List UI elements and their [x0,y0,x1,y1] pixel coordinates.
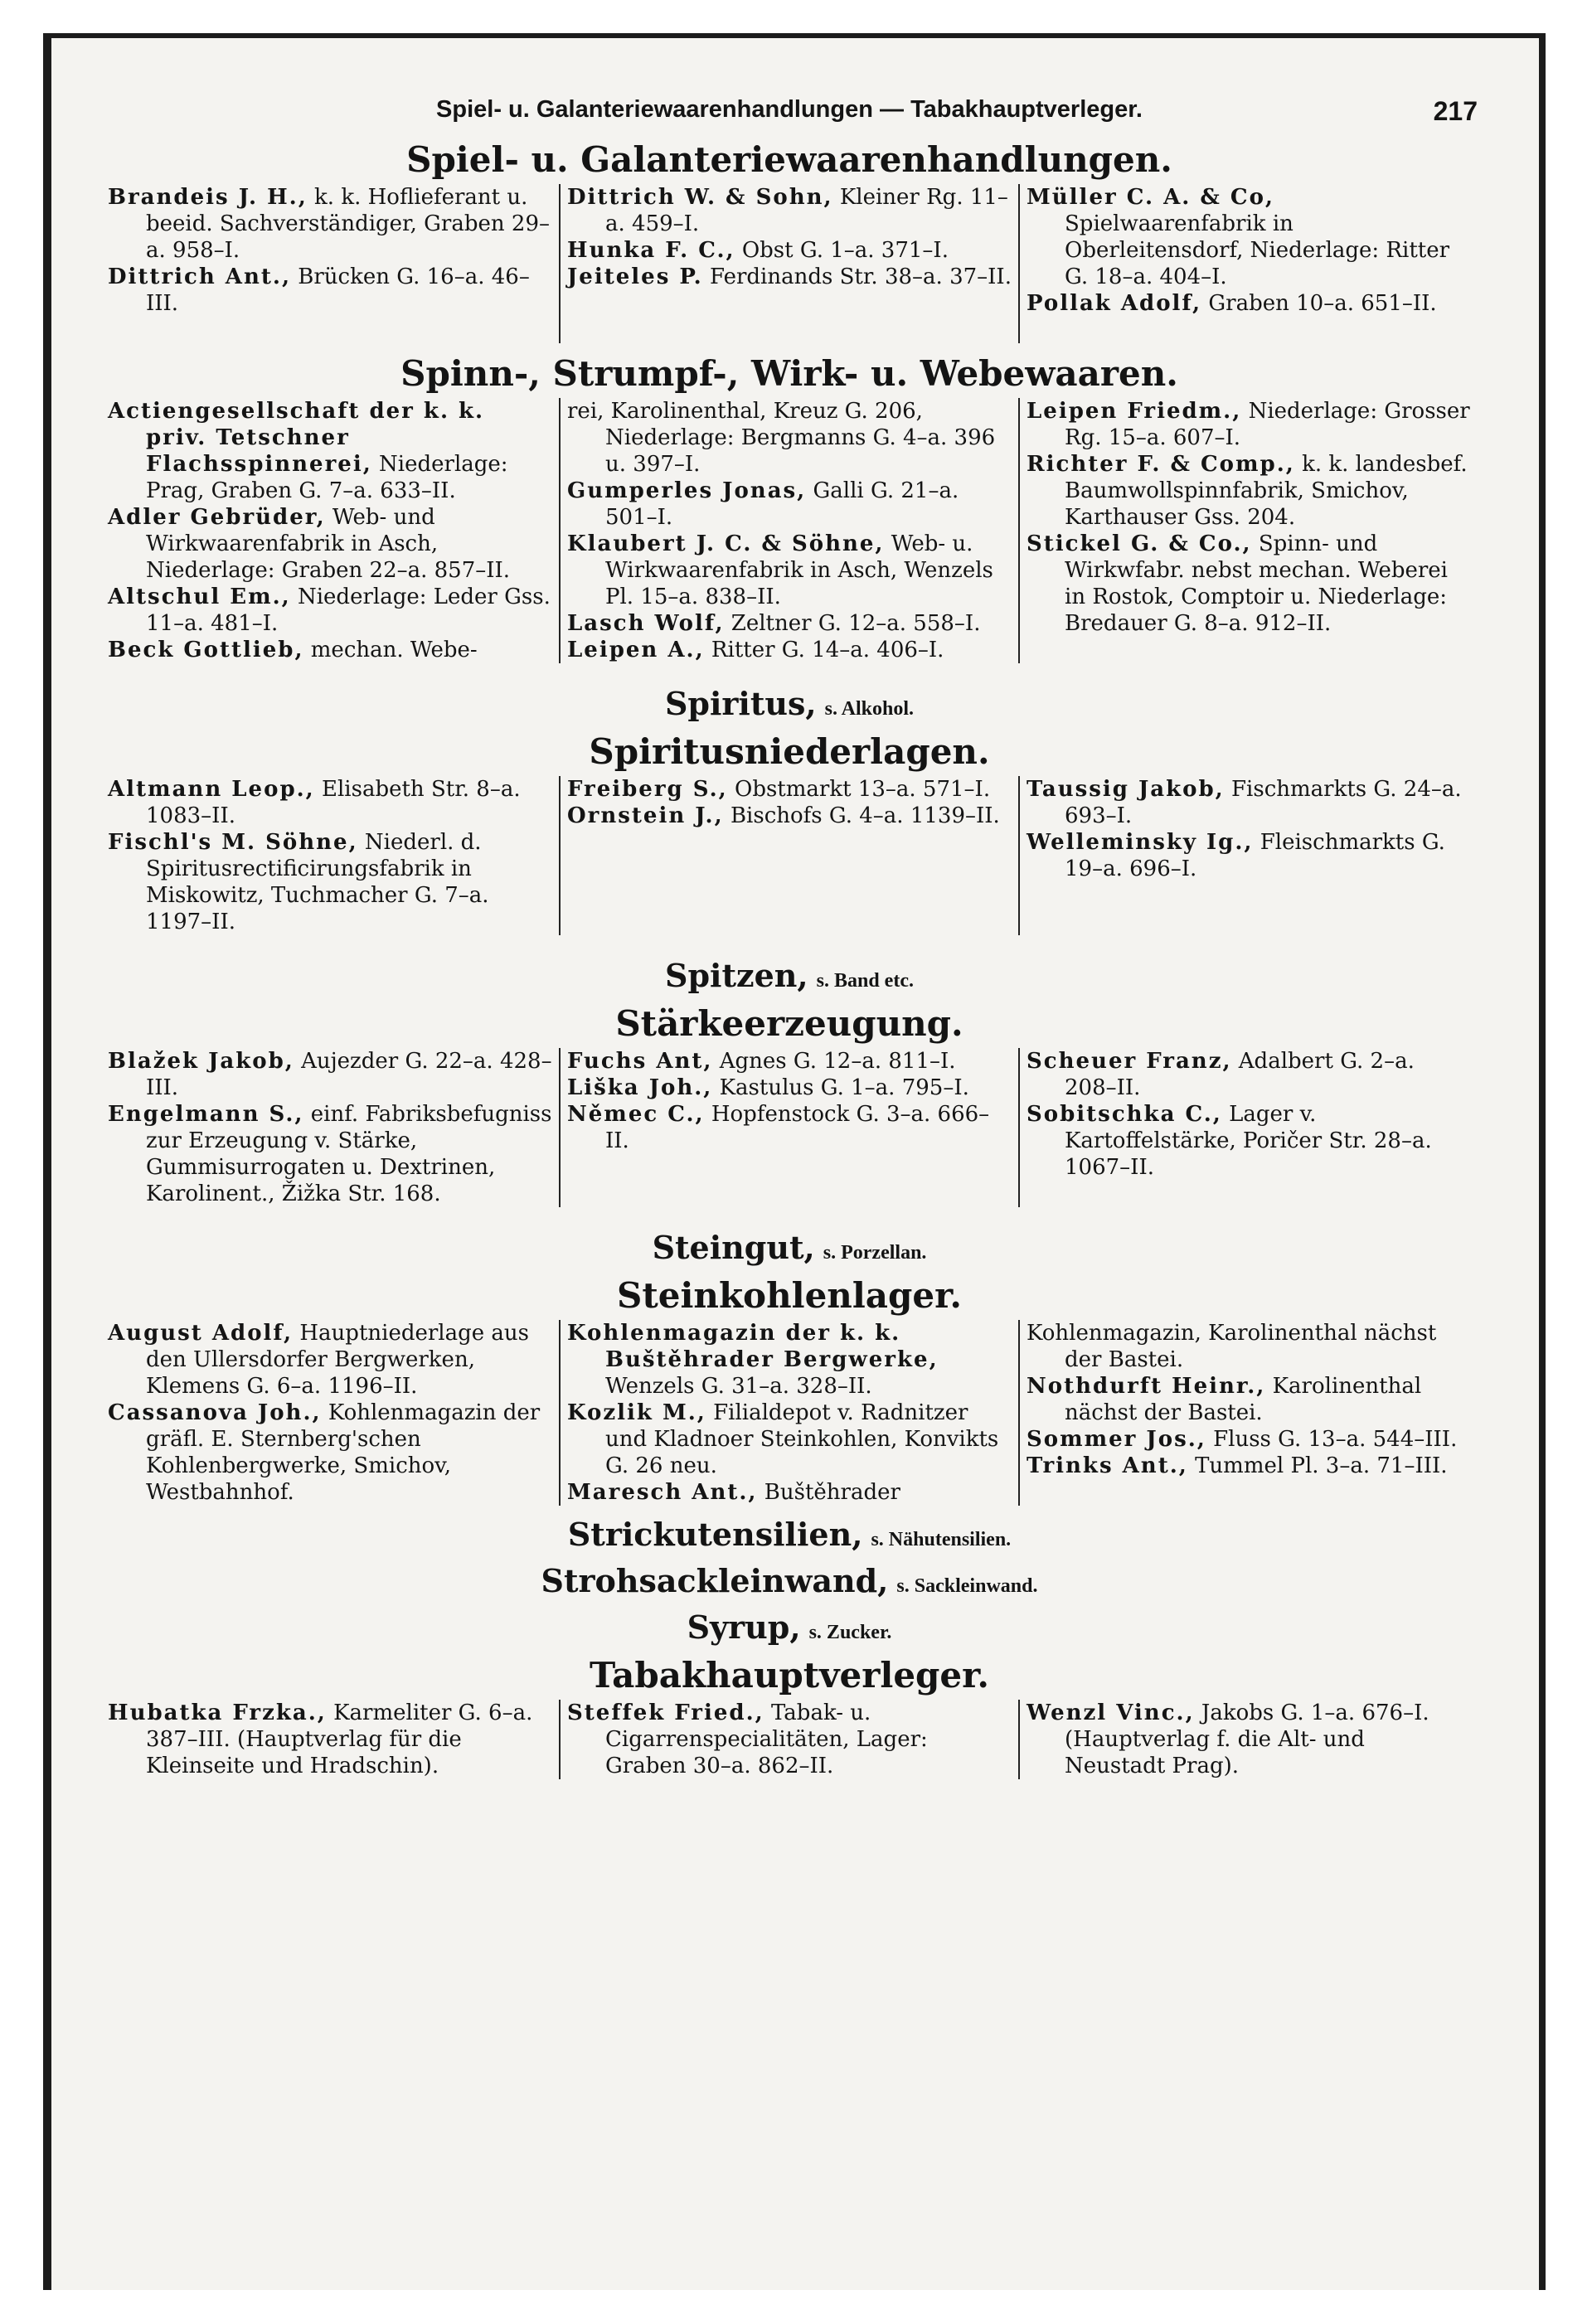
cross-reference [101,687,1478,721]
column-2 [559,1700,1018,1779]
entry-text: k. k. Hoflieferant u. beeid. Sachverständiger, Graben 29–a. 958–I. [146,185,550,264]
entry-name: Klaubert J. C. & Söhne, [567,531,885,557]
list-item [567,237,1012,264]
list-item [108,1101,552,1207]
list-item [108,1048,552,1101]
entry-name: Beck Gottlieb, [108,638,304,663]
entry-name: Nothdurft Heinr., [1027,1374,1266,1400]
section-title: Steinkohlenlager. [617,1275,962,1317]
list-item [1027,1426,1471,1453]
entry-text: Hopfenstock G. 3–a. 666–II. [605,1102,990,1154]
list-item [108,829,552,935]
cross-reference-target: s. Nähutensilien. [871,1529,1012,1551]
entry-name: Taussig Jakob, [1027,777,1225,803]
list-item [1027,531,1471,637]
list-item [108,584,552,637]
cross-reference-target: s. Sackleinwand. [896,1575,1038,1598]
list-item [1027,776,1471,829]
list-item [1027,1700,1471,1779]
spacer [101,935,1478,947]
list-item [108,637,552,663]
spacer [101,663,1478,675]
list-item [567,1700,1012,1779]
list-item [567,264,1012,290]
entry-name: Brandeis J. H., [108,185,308,211]
list-item [567,1320,1012,1400]
entry-name: Kohlenmagazin der k. k. Buštěhrader Bergwerke, [567,1321,939,1373]
entry-name: Fuchs Ant, [567,1049,713,1075]
entry-text: Buštěhrader [764,1480,900,1506]
entry-name: Altmann Leop., [108,777,315,803]
list-item [567,803,1012,829]
entry-name: Adler Gebrüder, [108,505,326,531]
list-item [1027,1048,1471,1101]
entry-name: Wenzl Vinc., [1027,1700,1195,1725]
list-item [108,264,552,317]
entry-text: Brücken G. 16–a. 46–III. [146,264,530,317]
entry-text: Kastulus G. 1–a. 795–I. [719,1075,969,1101]
entry-name: Scheuer Franz, [1027,1049,1232,1075]
entry-name: Hubatka Frzka., [108,1700,327,1725]
column-3 [1018,184,1478,343]
entry-name: Ornstein J., [567,803,724,829]
running-header [101,93,1478,129]
cross-reference-title: Strickutensilien, [567,1516,863,1554]
column-3 [1018,1320,1478,1506]
entry-text: Obst G. 1–a. 371–I. [741,238,949,264]
entry-text: k. k. landesbef. Baumwollspinnfabrik, Smichov, Karthauser Gss. 204. [1065,452,1468,531]
section-columns [101,1048,1478,1207]
column-3 [1018,1700,1478,1779]
column-1 [101,398,559,663]
section-title: Stärkeerzeugung. [615,1003,963,1045]
list-item [567,1101,1012,1154]
entry-text: Wenzels G. 31–a. 328–II. [605,1374,872,1400]
entry-name: Fischl's M. Söhne, [108,830,358,856]
list-item [567,1479,1012,1506]
entry-text: Niederlage: Leder Gss. 11–a. 481–I. [146,585,551,637]
cross-reference-title: Spitzen, [665,957,808,995]
list-item [567,1048,1012,1075]
list-item [1027,184,1471,290]
section-columns [101,776,1478,935]
list-item [1027,1453,1471,1479]
column-3 [1018,398,1478,663]
entry-name: Stickel G. & Co., [1027,531,1252,557]
column-3 [1018,776,1478,935]
list-item [1027,1320,1471,1373]
entry-name: Maresch Ant., [567,1480,758,1506]
entry-name: Leipen A., [567,638,705,663]
entry-text: Aujezder G. 22–a. 428–III. [146,1049,552,1101]
entry-name: Welleminsky Ig., [1027,830,1254,856]
page-number: 217 [1433,96,1478,126]
list-item [1027,829,1471,882]
column-1 [101,184,559,343]
blank-space [108,320,552,343]
entry-name: Sobitschka C., [1027,1102,1222,1128]
spacer [101,1207,1478,1219]
section-columns [101,184,1478,343]
cross-reference-title: Spiritus, [664,685,817,723]
cross-reference [101,1517,1478,1552]
entry-text: Agnes G. 12–a. 811–I. [719,1049,956,1075]
column-1 [101,776,559,935]
list-item [108,504,552,584]
cross-reference-target: s. Porzellan. [823,1242,927,1264]
entry-name: Blažek Jakob, [108,1049,294,1075]
entry-text: Tabak- u. Cigarrenspecialitäten, Lager: Graben 30–a. 862–II. [605,1700,928,1778]
entry-text: Elisabeth Str. 8–a. 1083–II. [146,777,521,829]
running-title: Spiel- u. Galanteriewaarenhandlungen — Tabakhauptverleger. [436,96,1143,123]
section-title: Tabakhauptverleger. [589,1654,990,1696]
list-item [108,1320,552,1400]
entry-name: Engelmann S., [108,1102,304,1128]
column-2 [559,1048,1018,1207]
section-title: Spiel- u. Galanteriewaarenhandlungen. [406,139,1172,180]
entry-name: Richter F. & Comp., [1027,452,1295,478]
cross-reference-target: s. Alkohol. [824,698,915,720]
column-1 [101,1048,559,1207]
entry-text: Fluss G. 13–a. 544–III. [1213,1427,1458,1453]
entry-name: Müller C. A. & Co, [1027,185,1274,211]
entry-name: Liška Joh., [567,1075,713,1101]
list-item [108,776,552,829]
page-border-right [1539,33,1546,2290]
entry-text: Jakobs G. 1–a. 676–I. (Hauptverlag f. die Alt- und Neustadt Prag). [1065,1700,1429,1778]
entry-name: Jeiteles P. [567,264,703,290]
entry-name: Steffek Fried., [567,1700,764,1725]
entry-name: Freiberg S., [567,777,728,803]
entry-text: Filialdepot v. Radnitzer und Kladnoer Steinkohlen, Konvikts G. 26 neu. [605,1400,999,1479]
list-item [108,398,552,504]
entry-text: Ferdinands Str. 38–a. 37–II. [709,264,1012,290]
list-item [567,610,1012,637]
section-title: Spiritusniederlagen. [589,731,990,773]
entry-text: Niederlage: Prag, Graben G. 7–a. 633–II. [146,452,508,504]
section-title: Spinn-, Strumpf-, Wirk- u. Webewaaren. [400,353,1178,395]
entry-name: Trinks Ant., [1027,1453,1188,1479]
list-item [567,1400,1012,1479]
entry-name: Dittrich Ant., [108,264,291,290]
entry-name: Němec C., [567,1102,705,1128]
list-item [1027,451,1471,531]
entry-text: Obstmarkt 13–a. 571–I. [735,777,991,803]
cross-reference [101,1564,1478,1599]
entry-name: Lasch Wolf, [567,611,725,637]
entry-name: Actiengesellschaft der k. k. priv. Tetschner Flachsspinnerei, [108,399,485,478]
entry-name: Gumperles Jonas, [567,478,807,504]
entry-text: Fleischmarkts G. 19–a. 696–I. [1065,830,1445,882]
entry-text: Galli G. 21–a. 501–I. [605,478,959,531]
entry-text: Karmeliter G. 6–a. 387–III. (Hauptverlag für die Kleinseite und Hradschin). [146,1700,533,1778]
entry-text: Lager v. Kartoffelstärke, Poričer Str. 28–a. 1067–II. [1065,1102,1432,1181]
list-item [1027,398,1471,451]
cross-reference-title: Steingut, [652,1229,815,1267]
entry-text: Kohlenmagazin, Karolinenthal nächst der Bastei. [1027,1321,1437,1373]
list-item [567,184,1012,237]
entry-text: Niederlage: Grosser Rg. 15–a. 607–I. [1065,399,1470,451]
entry-text: Spielwaarenfabrik in Oberleitensdorf, Niederlage: Ritter G. 18–a. 404–I. [1065,211,1450,290]
list-item [567,637,1012,663]
cross-reference [101,1610,1478,1645]
column-2 [559,398,1018,663]
cross-reference-target: s. Zucker. [808,1621,892,1643]
section-columns [101,1700,1478,1779]
column-2 [559,1320,1018,1506]
list-item [108,1400,552,1506]
list-item [1027,1373,1471,1426]
column-1 [101,1700,559,1779]
list-item [567,776,1012,803]
list-item [1027,1101,1471,1181]
cross-reference-target: s. Band etc. [816,970,914,992]
entry-name: Cassanova Joh., [108,1400,322,1426]
entry-name: Sommer Jos., [1027,1427,1206,1453]
column-3 [1018,1048,1478,1207]
entry-text: einf. Fabriksbefugniss zur Erzeugung v. Stärke, Gummisurrogaten u. Dextrinen, Karolinent., Žižka Str. 168. [146,1102,552,1207]
page-border-left [43,33,51,2290]
entry-name: August Adolf, [108,1321,294,1346]
list-item [567,531,1012,610]
entry-name: Pollak Adolf, [1027,291,1202,317]
list-item [108,1700,552,1779]
entry-text: rei, Karolinenthal, Kreuz G. 206, Niederlage: Bergmanns G. 4–a. 396 u. 397–I. [567,399,996,478]
list-item [1027,290,1471,317]
entry-name: Leipen Friedm., [1027,399,1242,425]
entry-name: Hunka F. C., [567,238,735,264]
column-2 [559,184,1018,343]
entry-text: Tummel Pl. 3–a. 71–III. [1195,1453,1448,1479]
cross-reference [101,958,1478,993]
list-item [108,184,552,264]
column-1 [101,1320,559,1506]
entry-text: Zeltner G. 12–a. 558–I. [730,611,981,637]
entry-text: Web- und Wirkwaarenfabrik in Asch, Niederlage: Graben 22–a. 857–II. [146,505,511,584]
entry-text: Web- u. Wirkwaarenfabrik in Asch, Wenzels Pl. 15–a. 838–II. [605,531,993,610]
entry-name: Dittrich W. & Sohn, [567,185,833,211]
entry-name: Kozlik M., [567,1400,706,1426]
column-2 [559,776,1018,935]
cross-reference [101,1230,1478,1265]
list-item [567,478,1012,531]
entry-text: Kleiner Rg. 11–a. 459–I. [605,185,1008,237]
cross-reference-title: Syrup, [687,1608,801,1646]
entry-name: Altschul Em., [108,585,291,610]
entry-text: Niederl. d. Spiritusrectificirungsfabrik in Miskowitz, Tuchmacher G. 7–a. 1197–II. [146,830,489,935]
entry-text: Spinn- und Wirkwfabr. nebst mechan. Weberei in Rostok, Comptoir u. Niederlage: Bredauer G. 8–a. 912–II. [1065,531,1448,637]
page-content [101,93,1478,1779]
entry-text: Karolinenthal nächst der Bastei. [1065,1374,1422,1426]
scanned-page [43,33,1546,2290]
entry-text: Adalbert G. 2–a. 208–II. [1065,1049,1415,1101]
list-item [567,1075,1012,1101]
entry-text: Ritter G. 14–a. 406–I. [711,638,944,663]
entry-text: mechan. Webe- [310,638,478,663]
cross-reference-title: Strohsackleinwand, [541,1562,889,1600]
entry-text: Bischofs G. 4–a. 1139–II. [730,803,1000,829]
page-border-top [43,33,1546,38]
entry-text: Kohlenmagazin der gräfl. E. Sternberg'schen Kohlenbergwerke, Smichov, Westbahnhof. [146,1400,541,1506]
entry-text: Hauptniederlage aus den Ullersdorfer Bergwerken, Klemens G. 6–a. 1196–II. [146,1321,529,1400]
entry-text: Fischmarkts G. 24–a. 693–I. [1065,777,1462,829]
entry-text: Graben 10–a. 651–II. [1208,291,1437,317]
list-item [567,398,1012,478]
section-columns [101,398,1478,663]
section-columns [101,1320,1478,1506]
